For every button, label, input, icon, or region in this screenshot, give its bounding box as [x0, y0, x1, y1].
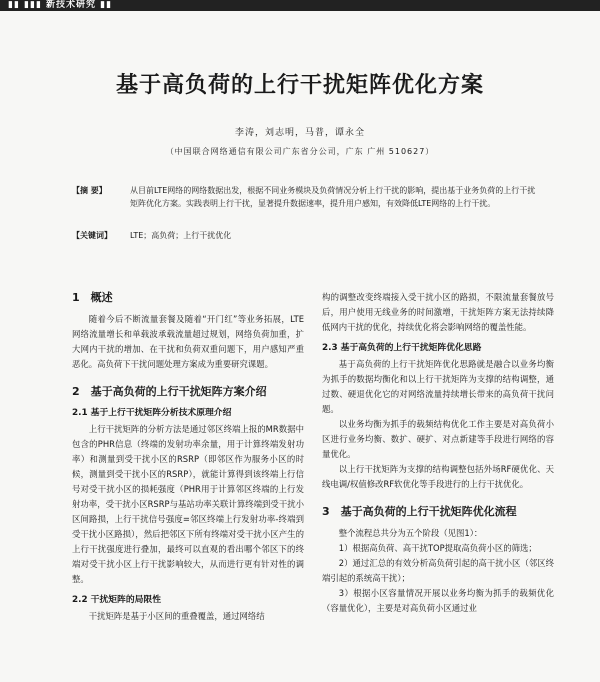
section-2-2-heading: 2.2 干扰矩阵的局限性	[72, 595, 162, 605]
section-2-1-heading: 2.1 基于上行干扰矩阵分析技术原理介绍	[72, 408, 232, 418]
section-2-3-paragraph-1: 基于高负荷的上行干扰矩阵优化思路就是融合以业务均衡为抓手的数据均衡化和以上行干扰矩阵为支撑的结构调整，通过数、硬退优化它的对网络流量持续增长带来的高负荷干扰问题。	[322, 359, 554, 414]
keywords-block	[72, 229, 542, 242]
section-3-heading: 3 基于高负荷的上行干扰矩阵优化流程	[322, 505, 517, 518]
section-3-step-3: 3）根据小区容量情况开展以业务均衡为抓手的载频优化（容量优化），主要是对高负荷小区通过业	[322, 588, 554, 613]
section-2-3-paragraph-3: 以上行干扰矩阵为支撑的结构调整包括外场RF硬优化、天线电调/权值修改RF软优化等手段进行的上行干扰优化。	[322, 464, 554, 489]
section-1-heading: 1 概述	[72, 291, 113, 304]
section-3-step-1: 1）根据高负荷、高干扰TOP提取高负荷小区的筛选；	[338, 543, 537, 553]
abstract-label: 【摘 要】	[72, 186, 107, 195]
section-2-3-paragraph-2: 以业务均衡为抓手的载频结构优化工作主要是对高负荷小区进行业务均衡、数扩、硬扩、对点新建等手段进行网络的容量优化。	[322, 419, 554, 459]
section-2-heading: 2 基于高负荷的上行干扰矩阵方案介绍	[72, 385, 267, 398]
section-3-intro: 整个流程总共分为五个阶段（见图1）：	[338, 528, 483, 538]
right-column	[322, 290, 554, 616]
abstract-text: 从目前LTE网络的网络数据出发，根据不同业务模块及负荷情况分析上行干扰的影响，提出基于业务负荷的上行干扰矩阵优化方案。实践表明上行干扰，显著提升数据速率，提升用户感知，有效降低LTE网络的上行干扰。	[130, 186, 536, 208]
article-title: 基于高负荷的上行干扰矩阵优化方案	[115, 73, 484, 98]
keywords-label: 【关键词】	[72, 231, 112, 240]
journal-header-band: ▮▮ ▮▮▮ 新技术研究 ▮▮	[0, 0, 600, 11]
authors: 李涛，刘志明，马普，谭永全	[234, 128, 365, 138]
section-2-1-paragraph: 上行干扰矩阵的分析方法是通过邻区终端上报的MR数据中包含的PHR信息（终端的发射功率余量，用于计算终端发射功率）和测量到受干扰小区的RSRP（即邻区作为服务小区的时候，测量到受干扰小区的RSRP），就能计算得到该终端上行信号对受干扰小区的损耗强度（PHR用于计算邻区终端的上行发射功率，受干扰小区RSRP与基站功率关联计算终端到受干扰小区间路损，上行干扰信号强度=邻区终端上行发射功率-终端到受干扰小区路损），然后把邻区下所有终端对受干扰小区产生的上行干扰强度进行叠加，最终可以直观的看出哪个邻区下的终端对受干扰小区上行干扰影响较大，从而进行更有针对性的调整。	[72, 424, 304, 584]
abstract-block	[72, 184, 542, 210]
section-2-2-paragraph: 干扰矩阵是基于小区间的重叠覆盖，通过网络结	[88, 611, 265, 621]
section-2-3-heading: 2.3 基于高负荷的上行干扰矩阵优化思路	[322, 343, 482, 353]
affiliation: （中国联合网络通信有限公司广东省分公司，广东 广州 510627）	[165, 147, 435, 156]
section-1-paragraph: 随着今后不断流量套餐及随着“开门红”等业务拓展，LTE网络流量增长和单载波承载流量超过规划，网络负荷加重，扩大网内干扰的增加、在干扰和负荷双重问题下，用户感知严重恶化。高负荷下干扰问题处理方案成为重要研究课题。	[72, 314, 304, 369]
keywords-text: LTE；高负荷；上行干扰优化	[130, 231, 232, 240]
left-column	[72, 290, 304, 624]
section-3-step-2: 2）通过汇总的有效分析高负荷引起的高干扰小区（邻区终端引起的系统高干扰）；	[322, 558, 554, 583]
continued-paragraph: 构的调整改变终端接入受干扰小区的路损，不限流量套餐放号后，用户使用无线业务的时间激增，干扰矩阵方案无法持续降低网内干扰的优化，持续优化将会影响网络的覆盖性能。	[322, 292, 554, 332]
